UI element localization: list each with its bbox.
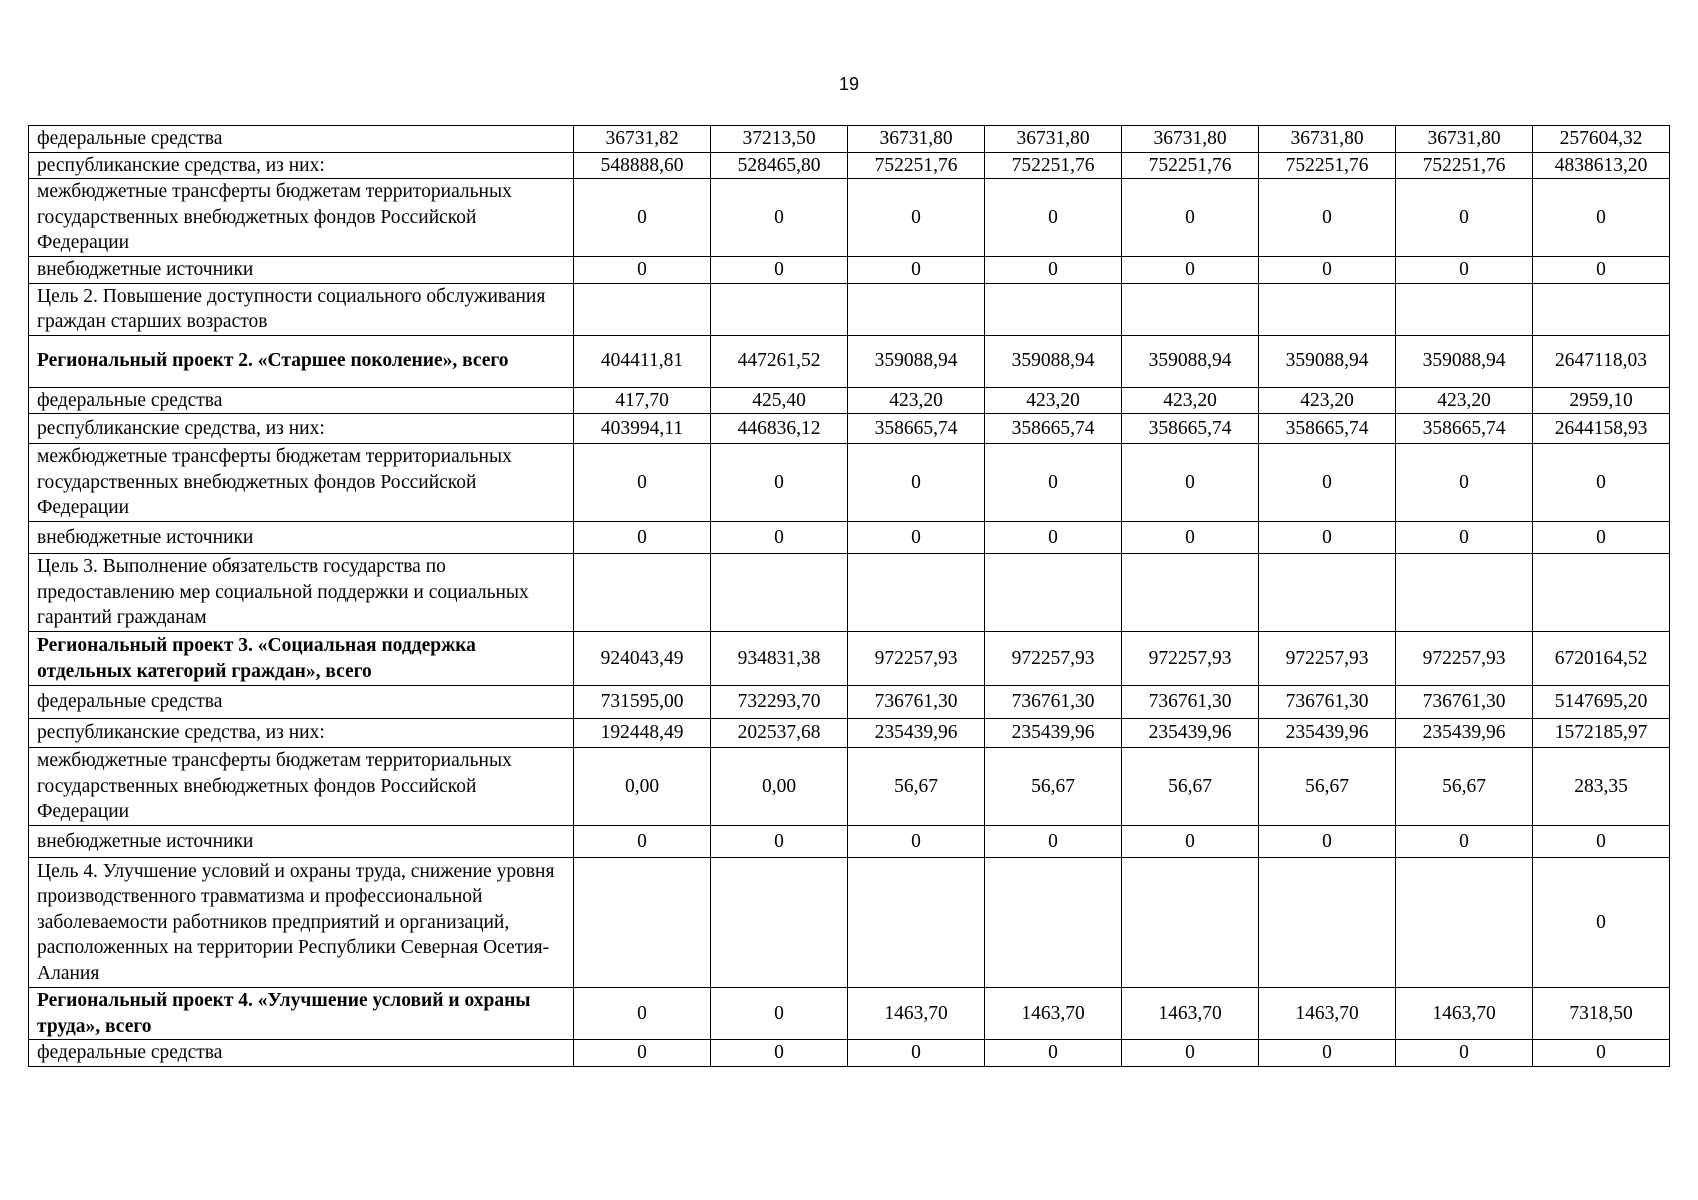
value-cell bbox=[574, 858, 711, 988]
value-cell bbox=[574, 283, 711, 335]
value-cell: 359088,94 bbox=[848, 335, 985, 387]
value-cell: 752251,76 bbox=[985, 152, 1122, 179]
value-cell: 0 bbox=[1259, 1040, 1396, 1067]
value-cell: 972257,93 bbox=[1259, 632, 1396, 686]
value-cell: 0 bbox=[985, 257, 1122, 284]
value-cell: 0 bbox=[1396, 179, 1533, 257]
value-cell: 972257,93 bbox=[1396, 632, 1533, 686]
value-cell bbox=[711, 283, 848, 335]
value-cell: 0 bbox=[1533, 522, 1670, 554]
page-number: 19 bbox=[838, 74, 860, 94]
value-cell: 736761,30 bbox=[1122, 686, 1259, 719]
row-label: республиканские средства, из них: bbox=[29, 719, 574, 748]
value-cell: 36731,80 bbox=[848, 126, 985, 153]
value-cell: 752251,76 bbox=[1122, 152, 1259, 179]
row-label: Региональный проект 2. «Старшее поколение», всего bbox=[29, 335, 574, 387]
value-cell: 2959,10 bbox=[1533, 387, 1670, 414]
value-cell: 0 bbox=[1122, 179, 1259, 257]
value-cell: 924043,49 bbox=[574, 632, 711, 686]
value-cell: 359088,94 bbox=[1122, 335, 1259, 387]
value-cell: 423,20 bbox=[1396, 387, 1533, 414]
row-label: федеральные средства bbox=[29, 126, 574, 153]
value-cell: 359088,94 bbox=[1396, 335, 1533, 387]
value-cell: 0 bbox=[1533, 444, 1670, 522]
row-label: внебюджетные источники bbox=[29, 826, 574, 858]
value-cell: 403994,11 bbox=[574, 414, 711, 444]
value-cell: 934831,38 bbox=[711, 632, 848, 686]
table-row bbox=[29, 283, 1670, 335]
value-cell: 447261,52 bbox=[711, 335, 848, 387]
row-label: Цель 3. Выполнение обязательств государства по предоставлению мер социальной поддержки и социальных гарантий гражданам bbox=[29, 554, 574, 632]
value-cell: 358665,74 bbox=[1122, 414, 1259, 444]
value-cell: 235439,96 bbox=[848, 719, 985, 748]
value-cell bbox=[711, 554, 848, 632]
table-row bbox=[29, 686, 1670, 719]
value-cell: 0 bbox=[1533, 858, 1670, 988]
value-cell bbox=[985, 858, 1122, 988]
row-label: межбюджетные трансферты бюджетам территориальных государственных внебюджетных фондов Российской Федерации bbox=[29, 179, 574, 257]
value-cell bbox=[1396, 858, 1533, 988]
value-cell: 0 bbox=[1259, 179, 1396, 257]
value-cell: 0 bbox=[1396, 257, 1533, 284]
value-cell: 0 bbox=[711, 257, 848, 284]
row-label: республиканские средства, из них: bbox=[29, 152, 574, 179]
row-label: федеральные средства bbox=[29, 387, 574, 414]
table-row bbox=[29, 387, 1670, 414]
value-cell: 36731,80 bbox=[1259, 126, 1396, 153]
value-cell: 0 bbox=[574, 988, 711, 1040]
value-cell: 6720164,52 bbox=[1533, 632, 1670, 686]
value-cell: 0 bbox=[1396, 444, 1533, 522]
value-cell: 0 bbox=[574, 179, 711, 257]
value-cell bbox=[1122, 554, 1259, 632]
value-cell: 0 bbox=[985, 826, 1122, 858]
value-cell: 0 bbox=[574, 257, 711, 284]
value-cell bbox=[848, 858, 985, 988]
table-row bbox=[29, 152, 1670, 179]
value-cell bbox=[711, 858, 848, 988]
value-cell: 1572185,97 bbox=[1533, 719, 1670, 748]
table-row bbox=[29, 719, 1670, 748]
value-cell: 0 bbox=[848, 444, 985, 522]
value-cell: 732293,70 bbox=[711, 686, 848, 719]
value-cell: 0 bbox=[574, 522, 711, 554]
value-cell bbox=[1533, 283, 1670, 335]
value-cell: 0 bbox=[1122, 522, 1259, 554]
value-cell bbox=[985, 554, 1122, 632]
value-cell bbox=[1396, 283, 1533, 335]
value-cell: 0 bbox=[711, 988, 848, 1040]
table-row bbox=[29, 414, 1670, 444]
value-cell: 0,00 bbox=[711, 748, 848, 826]
budget-table-body bbox=[29, 126, 1670, 1067]
value-cell: 0 bbox=[985, 179, 1122, 257]
value-cell: 0 bbox=[574, 444, 711, 522]
value-cell bbox=[848, 283, 985, 335]
value-cell: 56,67 bbox=[1396, 748, 1533, 826]
value-cell: 358665,74 bbox=[985, 414, 1122, 444]
value-cell: 36731,82 bbox=[574, 126, 711, 153]
value-cell: 1463,70 bbox=[1259, 988, 1396, 1040]
table-row bbox=[29, 988, 1670, 1040]
table-row bbox=[29, 335, 1670, 387]
value-cell: 0 bbox=[1259, 522, 1396, 554]
value-cell bbox=[1122, 283, 1259, 335]
value-cell: 0 bbox=[711, 522, 848, 554]
row-label: республиканские средства, из них: bbox=[29, 414, 574, 444]
value-cell: 1463,70 bbox=[848, 988, 985, 1040]
value-cell: 0 bbox=[848, 1040, 985, 1067]
value-cell bbox=[1259, 554, 1396, 632]
value-cell: 1463,70 bbox=[1122, 988, 1259, 1040]
value-cell: 2647118,03 bbox=[1533, 335, 1670, 387]
value-cell: 358665,74 bbox=[1396, 414, 1533, 444]
table-row bbox=[29, 858, 1670, 988]
value-cell: 358665,74 bbox=[848, 414, 985, 444]
value-cell: 404411,81 bbox=[574, 335, 711, 387]
value-cell: 731595,00 bbox=[574, 686, 711, 719]
value-cell: 0 bbox=[1259, 826, 1396, 858]
value-cell: 0 bbox=[1533, 257, 1670, 284]
value-cell: 235439,96 bbox=[1259, 719, 1396, 748]
value-cell: 752251,76 bbox=[848, 152, 985, 179]
value-cell: 0 bbox=[985, 1040, 1122, 1067]
value-cell: 752251,76 bbox=[1396, 152, 1533, 179]
value-cell: 202537,68 bbox=[711, 719, 848, 748]
value-cell: 417,70 bbox=[574, 387, 711, 414]
value-cell: 235439,96 bbox=[1396, 719, 1533, 748]
value-cell: 358665,74 bbox=[1259, 414, 1396, 444]
value-cell bbox=[1259, 283, 1396, 335]
value-cell: 972257,93 bbox=[848, 632, 985, 686]
row-label: межбюджетные трансферты бюджетам территориальных государственных внебюджетных фондов Российской Федерации bbox=[29, 444, 574, 522]
value-cell: 0 bbox=[1122, 826, 1259, 858]
row-label: Цель 2. Повышение доступности социального обслуживания граждан старших возрастов bbox=[29, 283, 574, 335]
value-cell: 425,40 bbox=[711, 387, 848, 414]
table-row bbox=[29, 179, 1670, 257]
row-label: Цель 4. Улучшение условий и охраны труда, снижение уровня производственного травматизма и профессиональной заболеваемости работников предприятий и организаций, расположенных на территории Республики Северная Осетия-Алания bbox=[29, 858, 574, 988]
value-cell: 548888,60 bbox=[574, 152, 711, 179]
value-cell bbox=[1122, 858, 1259, 988]
value-cell: 0 bbox=[1396, 522, 1533, 554]
value-cell: 0 bbox=[1396, 826, 1533, 858]
table-row bbox=[29, 444, 1670, 522]
value-cell: 0 bbox=[848, 179, 985, 257]
value-cell: 4838613,20 bbox=[1533, 152, 1670, 179]
value-cell: 359088,94 bbox=[1259, 335, 1396, 387]
value-cell: 752251,76 bbox=[1259, 152, 1396, 179]
value-cell: 5147695,20 bbox=[1533, 686, 1670, 719]
value-cell: 192448,49 bbox=[574, 719, 711, 748]
value-cell: 257604,32 bbox=[1533, 126, 1670, 153]
row-label: Региональный проект 3. «Социальная поддержка отдельных категорий граждан», всего bbox=[29, 632, 574, 686]
budget-table bbox=[28, 125, 1670, 1067]
value-cell: 7318,50 bbox=[1533, 988, 1670, 1040]
value-cell: 359088,94 bbox=[985, 335, 1122, 387]
row-label: внебюджетные источники bbox=[29, 257, 574, 284]
value-cell: 36731,80 bbox=[1122, 126, 1259, 153]
value-cell: 423,20 bbox=[1122, 387, 1259, 414]
value-cell bbox=[1533, 554, 1670, 632]
value-cell: 56,67 bbox=[985, 748, 1122, 826]
table-row bbox=[29, 554, 1670, 632]
value-cell: 0 bbox=[1122, 444, 1259, 522]
value-cell: 0 bbox=[1122, 257, 1259, 284]
table-row bbox=[29, 257, 1670, 284]
value-cell bbox=[985, 283, 1122, 335]
value-cell: 0 bbox=[574, 1040, 711, 1067]
value-cell: 0 bbox=[1259, 257, 1396, 284]
value-cell: 56,67 bbox=[848, 748, 985, 826]
value-cell: 0,00 bbox=[574, 748, 711, 826]
row-label: федеральные средства bbox=[29, 1040, 574, 1067]
value-cell: 0 bbox=[1122, 1040, 1259, 1067]
table-row bbox=[29, 632, 1670, 686]
value-cell: 972257,93 bbox=[985, 632, 1122, 686]
table-row bbox=[29, 1040, 1670, 1067]
value-cell: 0 bbox=[711, 1040, 848, 1067]
table-row bbox=[29, 126, 1670, 153]
value-cell: 56,67 bbox=[1259, 748, 1396, 826]
value-cell: 36731,80 bbox=[985, 126, 1122, 153]
value-cell bbox=[1396, 554, 1533, 632]
value-cell: 0 bbox=[711, 444, 848, 522]
value-cell bbox=[1259, 858, 1396, 988]
value-cell: 36731,80 bbox=[1396, 126, 1533, 153]
value-cell: 56,67 bbox=[1122, 748, 1259, 826]
table-row bbox=[29, 522, 1670, 554]
value-cell bbox=[574, 554, 711, 632]
value-cell: 0 bbox=[1259, 444, 1396, 522]
value-cell: 235439,96 bbox=[1122, 719, 1259, 748]
value-cell: 0 bbox=[711, 826, 848, 858]
value-cell: 0 bbox=[848, 257, 985, 284]
row-label: Региональный проект 4. «Улучшение условий и охраны труда», всего bbox=[29, 988, 574, 1040]
row-label: федеральные средства bbox=[29, 686, 574, 719]
value-cell: 423,20 bbox=[1259, 387, 1396, 414]
value-cell: 528465,80 bbox=[711, 152, 848, 179]
row-label: межбюджетные трансферты бюджетам территориальных государственных внебюджетных фондов Российской Федерации bbox=[29, 748, 574, 826]
value-cell: 736761,30 bbox=[1396, 686, 1533, 719]
value-cell: 0 bbox=[1533, 826, 1670, 858]
value-cell: 0 bbox=[574, 826, 711, 858]
value-cell: 0 bbox=[848, 826, 985, 858]
row-label: внебюджетные источники bbox=[29, 522, 574, 554]
value-cell: 235439,96 bbox=[985, 719, 1122, 748]
value-cell: 423,20 bbox=[848, 387, 985, 414]
value-cell: 37213,50 bbox=[711, 126, 848, 153]
value-cell: 0 bbox=[848, 522, 985, 554]
value-cell: 0 bbox=[1533, 179, 1670, 257]
value-cell: 446836,12 bbox=[711, 414, 848, 444]
value-cell: 0 bbox=[1396, 1040, 1533, 1067]
value-cell: 1463,70 bbox=[985, 988, 1122, 1040]
table-row bbox=[29, 826, 1670, 858]
value-cell: 2644158,93 bbox=[1533, 414, 1670, 444]
table-row bbox=[29, 748, 1670, 826]
value-cell: 972257,93 bbox=[1122, 632, 1259, 686]
value-cell: 0 bbox=[1533, 1040, 1670, 1067]
value-cell: 736761,30 bbox=[1259, 686, 1396, 719]
value-cell: 0 bbox=[985, 444, 1122, 522]
value-cell bbox=[848, 554, 985, 632]
value-cell: 283,35 bbox=[1533, 748, 1670, 826]
value-cell: 736761,30 bbox=[848, 686, 985, 719]
value-cell: 1463,70 bbox=[1396, 988, 1533, 1040]
value-cell: 0 bbox=[985, 522, 1122, 554]
value-cell: 0 bbox=[711, 179, 848, 257]
value-cell: 423,20 bbox=[985, 387, 1122, 414]
value-cell: 736761,30 bbox=[985, 686, 1122, 719]
